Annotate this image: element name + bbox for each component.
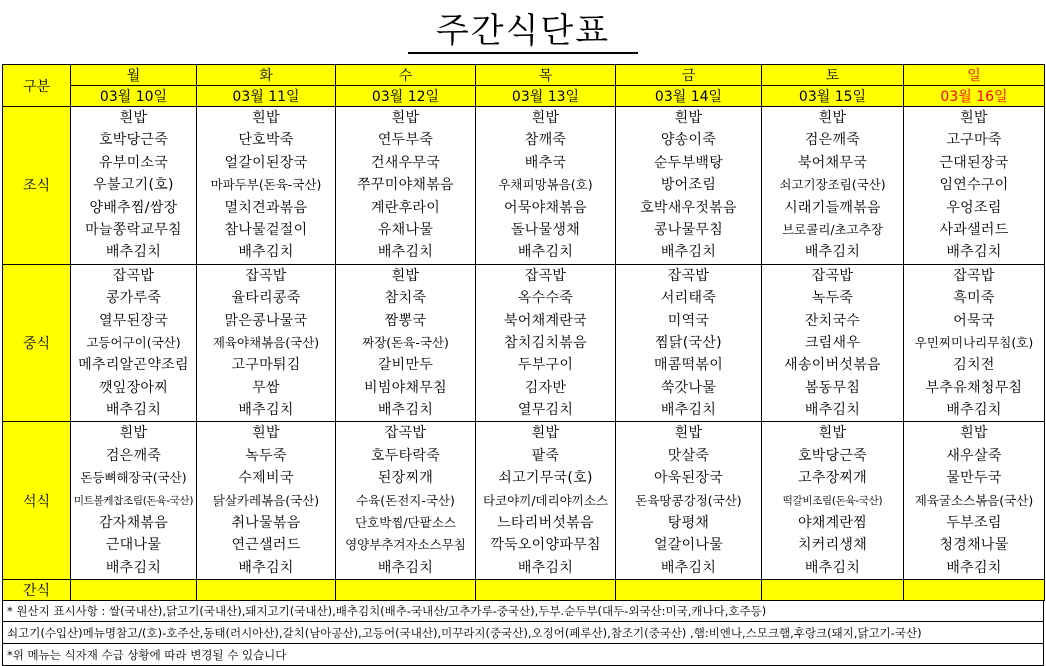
menu-item: 배추김치 (105, 559, 162, 576)
menu-item: 양배추찜/쌈장 (89, 199, 178, 216)
menu-item: 마늘쫑락교무침 (85, 221, 182, 238)
menu-item: 수제비국 (238, 470, 294, 487)
menu-item: 잡곡밥 (245, 267, 287, 284)
menu-item: 호박당근죽 (797, 447, 868, 464)
page-title: 주간식단표 (408, 10, 638, 54)
menu-cell (71, 422, 197, 580)
menu-item: 맑은콩나물국 (224, 312, 308, 329)
menu-item: 고구마튀김 (231, 357, 301, 374)
menu-item: 제육굴소스볶음(국산) (914, 492, 1034, 508)
menu-item: 흰밥 (818, 425, 847, 442)
menu-item: 두부조림 (946, 515, 1002, 532)
menu-item: 깻잎장아찌 (98, 379, 169, 396)
menu-item: 건새우무국 (370, 154, 441, 171)
menu-item: 열무된장국 (98, 312, 169, 329)
snack-label: 간식 (3, 580, 71, 601)
meal-row (3, 264, 1045, 422)
day-name: 화 (197, 65, 336, 86)
menu-item: 배추김치 (517, 559, 574, 576)
menu-item: 호박당근죽 (98, 132, 169, 149)
menu-item: 흰밥 (119, 425, 148, 442)
menu-item: 돌나물생채 (510, 221, 581, 238)
snack-cell (197, 580, 336, 601)
menu-item: 찜닭(국산) (655, 334, 722, 351)
menu-item: 방어조림 (660, 177, 717, 194)
menu-item: 돈육땅콩강정(국산) (635, 492, 742, 508)
menu-item: 쇠고기장조림(국산) (779, 177, 886, 193)
menu-item: 호박새우젓볶음 (640, 199, 737, 216)
menu-item: 단호박찜/단팥소스 (355, 515, 456, 531)
menu-item: 매콤떡볶이 (653, 357, 724, 374)
menu-cell (197, 107, 336, 265)
menu-item: 배추김치 (660, 244, 717, 261)
menu-item: 갈비만두 (377, 357, 434, 374)
menu-item: 율타리콩죽 (231, 290, 301, 307)
menu-item: 멸치견과볶음 (224, 199, 308, 216)
menu-item: 타코야끼/데리야끼소스 (483, 492, 608, 508)
menu-item: 배추김치 (946, 402, 1002, 419)
menu-item: 감자채볶음 (98, 515, 169, 532)
menu-item: 배추김치 (517, 244, 574, 261)
day-name: 목 (476, 65, 616, 86)
menu-item: 배추김치 (238, 402, 294, 419)
origin-note-2: 쇠고기(수입산)메뉴명참고/(호)-호주산,동태(러시아산),갈치(남아공산),고등어(국내산),미꾸라지(중국산),오징어(페루산),참조기(중국산) ,햄:비엔나,스모크햄,후랑크(돼지,닭고기-국산) (2, 622, 1044, 644)
menu-cell (336, 422, 476, 580)
menu-item: 고등어구이(국산) (86, 334, 181, 350)
menu-item: 마파두부(돈육-국산) (210, 177, 322, 193)
menu-item: 떡갈비조림(돈육-국산) (782, 494, 883, 507)
menu-item: 배추김치 (804, 402, 861, 419)
menu-cell (904, 264, 1045, 422)
menu-item: 얼갈이나물 (653, 537, 724, 554)
menu-item: 고구마죽 (946, 132, 1002, 149)
menu-item: 유채나물 (377, 221, 434, 238)
menu-item: 검은깨죽 (804, 132, 861, 149)
menu-item: 흑미죽 (953, 290, 995, 307)
menu-item: 느타리버섯볶음 (497, 515, 594, 532)
menu-item: 어묵국 (953, 312, 995, 329)
menu-item: 북어채무국 (797, 154, 868, 171)
menu-cell (762, 264, 904, 422)
menu-item: 흰밥 (674, 110, 703, 126)
menu-item: 콩가루죽 (105, 290, 162, 307)
snack-row (3, 580, 1045, 601)
day-name: 금 (616, 65, 762, 86)
menu-item: 미역국 (667, 312, 710, 329)
meal-row (3, 107, 1045, 265)
menu-item: 양송이죽 (660, 132, 717, 149)
menu-item: 쭈꾸미야채볶음 (357, 177, 454, 194)
menu-cell (616, 264, 762, 422)
menu-item: 배추김치 (105, 244, 162, 261)
menu-item: 참치김치볶음 (504, 334, 587, 351)
menu-item: 김치전 (953, 357, 995, 374)
menu-item: 배추김치 (377, 402, 434, 419)
menu-item: 서리태죽 (660, 290, 717, 307)
menu-item: 계란후라이 (370, 199, 441, 216)
menu-item: 배추김치 (946, 559, 1002, 576)
menu-item: 탕평채 (667, 515, 710, 532)
menu-item: 취나물볶음 (231, 515, 301, 532)
menu-item: 연두부죽 (377, 132, 434, 149)
menu-item: 우민찌미나리무침(호) (914, 334, 1034, 350)
menu-item: 비빔야채무침 (364, 379, 447, 396)
menu-item: 깍둑오이양파무침 (490, 537, 601, 554)
menu-item: 야채계란찜 (797, 515, 868, 532)
menu-item: 물만두국 (946, 470, 1002, 487)
day-date: 03월 11일 (197, 86, 336, 107)
menu-item: 호두타락죽 (370, 447, 441, 464)
menu-item: 배추김치 (660, 559, 717, 576)
menu-item: 배추김치 (377, 244, 434, 261)
meal-label: 석식 (3, 422, 71, 580)
menu-item: 잡곡밥 (384, 425, 427, 442)
meal-label: 조식 (3, 107, 71, 265)
day-name: 일 (904, 65, 1045, 86)
menu-item: 새송이버섯볶음 (784, 357, 881, 374)
menu-item: 흰밥 (119, 110, 148, 126)
day-date: 03월 15일 (762, 86, 904, 107)
menu-item: 봄동무침 (804, 379, 861, 396)
menu-item: 배추국 (524, 154, 567, 171)
menu-item: 아욱된장국 (653, 470, 724, 487)
menu-cell (336, 264, 476, 422)
menu-item: 맛살죽 (667, 447, 710, 464)
menu-item: 우엉조림 (946, 199, 1002, 216)
meal-label: 중식 (3, 264, 71, 422)
menu-item: 배추김치 (377, 559, 434, 576)
menu-item: 잡곡밥 (112, 267, 155, 284)
menu-item: 두부구이 (517, 357, 574, 374)
menu-item: 임연수구이 (939, 177, 1009, 194)
day-date: 03월 14일 (616, 86, 762, 107)
menu-item: 녹두죽 (811, 290, 854, 307)
menu-item: 흰밥 (391, 267, 420, 284)
change-note: *위 메뉴는 식자재 수급 상황에 따라 변경될 수 있습니다 (2, 644, 1044, 666)
meal-row (3, 422, 1045, 580)
menu-item: 무쌈 (252, 379, 280, 396)
menu-item: 참깨죽 (524, 132, 567, 149)
snack-cell (616, 580, 762, 601)
snack-cell (762, 580, 904, 601)
menu-item: 새우살죽 (946, 447, 1002, 464)
day-date: 03월 13일 (476, 86, 616, 107)
menu-cell (616, 422, 762, 580)
menu-item: 열무김치 (517, 402, 574, 419)
menu-item: 부추유채청무침 (925, 379, 1023, 396)
menu-item: 흰밥 (391, 110, 420, 126)
menu-item: 크림새우 (804, 334, 861, 351)
day-name: 월 (71, 65, 197, 86)
menu-item: 배추김치 (804, 559, 861, 576)
menu-item: 얼갈이된장국 (224, 154, 308, 171)
day-date: 03월 16일 (904, 86, 1045, 107)
menu-item: 북어채계란국 (504, 312, 587, 329)
menu-item: 배추김치 (946, 244, 1002, 261)
snack-cell (904, 580, 1045, 601)
menu-item: 사과샐러드 (939, 221, 1009, 238)
menu-cell (71, 107, 197, 265)
menu-item: 잡곡밥 (953, 267, 995, 284)
menu-item: 고추장찌개 (797, 470, 868, 487)
menu-item: 참나물겉절이 (224, 221, 308, 238)
menu-item: 연근샐러드 (231, 537, 301, 554)
menu-item: 우불고기(호) (93, 177, 174, 194)
menu-item: 메추리알곤약조림 (78, 357, 189, 374)
menu-item: 제육야채볶음(국산) (212, 334, 320, 350)
menu-item: 녹두죽 (245, 447, 287, 464)
menu-item: 수육(돈전지-국산) (356, 492, 455, 508)
menu-item: 치커리생채 (797, 537, 868, 554)
menu-item: 잔치국수 (804, 312, 861, 329)
menu-item: 참치죽 (384, 290, 427, 307)
menu-item: 돈등뼈해장국(국산) (80, 470, 187, 486)
menu-cell (762, 107, 904, 265)
header-label: 구분 (3, 65, 71, 107)
menu-item: 흰밥 (531, 425, 560, 442)
day-name: 수 (336, 65, 476, 86)
menu-item: 흰밥 (252, 110, 280, 126)
snack-cell (336, 580, 476, 601)
menu-item: 된장찌개 (377, 470, 434, 487)
menu-cell (904, 107, 1045, 265)
menu-item: 배추김치 (238, 244, 294, 261)
day-date: 03월 12일 (336, 86, 476, 107)
menu-item: 배추김치 (660, 402, 717, 419)
menu-item: 흰밥 (960, 110, 988, 126)
menu-cell (197, 422, 336, 580)
menu-item: 어묵야채볶음 (504, 199, 587, 216)
menu-item: 브로콜리/초고추장 (782, 221, 883, 237)
menu-cell (476, 422, 616, 580)
menu-item: 잡곡밥 (811, 267, 854, 284)
menu-item: 순두부백탕 (653, 154, 724, 171)
menu-item: 흰밥 (252, 425, 280, 442)
menu-cell (476, 264, 616, 422)
menu-item: 우채피망볶음(호) (498, 177, 593, 193)
menu-item: 검은깨죽 (105, 447, 162, 464)
menu-item: 잡곡밥 (667, 267, 710, 284)
menu-item: 배추김치 (105, 402, 162, 419)
menu-cell (762, 422, 904, 580)
menu-item: 청경채나물 (939, 537, 1009, 554)
menu-item: 유부미소국 (98, 154, 169, 171)
snack-cell (476, 580, 616, 601)
menu-item: 시래기들깨볶음 (784, 199, 881, 216)
menu-item: 근대된장국 (939, 154, 1009, 171)
menu-item: 잡곡밥 (524, 267, 567, 284)
menu-table (2, 64, 1045, 601)
day-date: 03월 10일 (71, 86, 197, 107)
origin-note: * 원산지 표시사항 : 쌀(국내산),닭고기(국내산),돼지고기(국내산),배추김치(배추-국내산/고추가루-중국산),두부.순두부(대두-외국산:미국,캐나다,호주등) (2, 600, 1044, 622)
menu-cell (476, 107, 616, 265)
menu-item: 쇠고기무국(호) (498, 470, 593, 487)
menu-item: 영양부추겨자소스무침 (345, 537, 466, 553)
menu-item: 배추김치 (804, 244, 861, 261)
menu-item: 근대나물 (105, 537, 162, 554)
menu-item: 김자반 (524, 379, 567, 396)
menu-item: 콩나물무침 (653, 221, 724, 238)
menu-item: 미트볼케찹조림(돈육-국산) (73, 494, 194, 507)
snack-cell (71, 580, 197, 601)
menu-item: 흰밥 (674, 425, 703, 442)
menu-cell (197, 264, 336, 422)
menu-item: 배추김치 (238, 559, 294, 576)
menu-cell (336, 107, 476, 265)
title-area (0, 0, 1046, 62)
menu-cell (904, 422, 1045, 580)
menu-cell (616, 107, 762, 265)
menu-item: 닭살카레볶음(국산) (212, 492, 320, 508)
menu-item: 흰밥 (818, 110, 847, 126)
menu-item: 흰밥 (531, 110, 560, 126)
menu-item: 흰밥 (960, 425, 988, 442)
menu-item: 짬뽕국 (384, 312, 427, 329)
menu-item: 쑥갓나물 (660, 379, 717, 396)
menu-item: 짜장(돈육-국산) (362, 334, 449, 350)
menu-item: 단호박죽 (238, 132, 294, 149)
menu-cell (71, 264, 197, 422)
menu-item: 팥죽 (531, 447, 560, 464)
day-name: 토 (762, 65, 904, 86)
menu-item: 옥수수죽 (517, 290, 574, 307)
